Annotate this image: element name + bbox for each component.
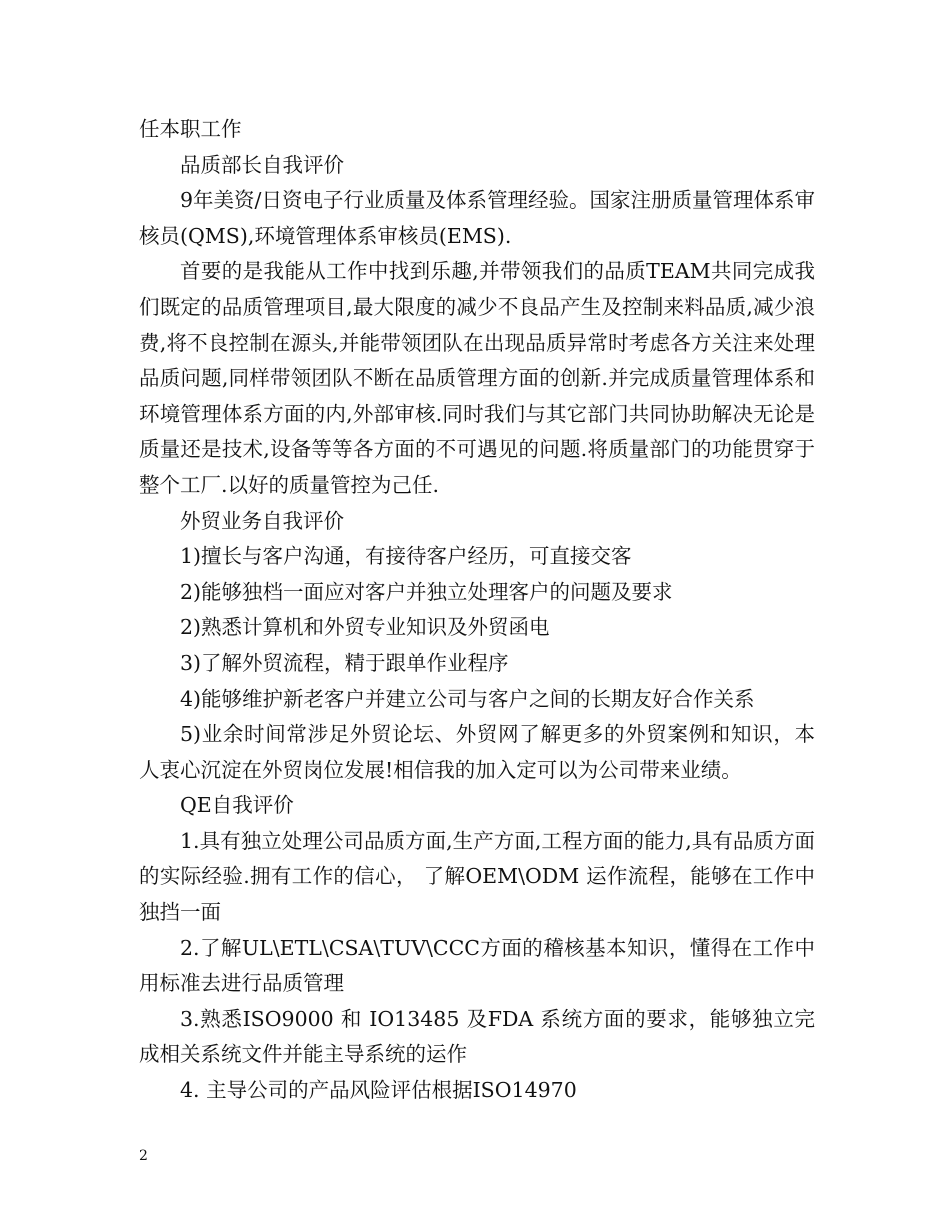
list-item-qe-3: 3.熟悉ISO9000 和 IO13485 及FDA 系统方面的要求，能够独立完成相关系统文件并能主导系统的运作 xyxy=(139,1006,815,1067)
list-item-qe-2: 2.了解UL\ETL\CSA\TUV\CCC方面的稽核基本知识，懂得在工作中用标准去进行品质管理 xyxy=(139,935,815,996)
page-number: 2 xyxy=(139,1148,148,1164)
paragraph-continuation: 任本职工作 xyxy=(139,117,242,141)
heading-foreign-trade-evaluation: 外贸业务自我评价 xyxy=(180,508,344,533)
paragraph-experience: 9年美资/日资电子行业质量及体系管理经验。国家注册质量管理体系审核员(QMS),环境管理体系审核员(EMS). xyxy=(139,188,815,248)
document-body xyxy=(139,112,815,1109)
list-item-qe-4: 4. 主导公司的产品风险评估根据ISO14970 xyxy=(180,1078,577,1103)
list-item-trade-4: 3)了解外贸流程，精于跟单作业程序 xyxy=(180,650,509,675)
heading-qe-evaluation: QE自我评价 xyxy=(180,793,294,818)
list-item-qe-1: 1.具有独立处理公司品质方面,生产方面,工程方面的能力,具有品质方面的实际经验.拥有工作的信心， 了解OEM\ODM 运作流程，能够在工作中独挡一面 xyxy=(139,828,815,925)
list-item-trade-6: 5)业余时间常涉足外贸论坛、外贸网了解更多的外贸案例和知识，本人衷心沉淀在外贸岗位发展!相信我的加入定可以为公司带来业绩。 xyxy=(139,722,815,782)
list-item-trade-3: 2)熟悉计算机和外贸专业知识及外贸函电 xyxy=(180,615,550,640)
list-item-trade-1: 1)擅长与客户沟通，有接待客户经历，可直接交客 xyxy=(180,544,632,569)
list-item-trade-2: 2)能够独档一面应对客户并独立处理客户的问题及要求 xyxy=(180,579,673,604)
list-item-trade-5: 4)能够维护新老客户并建立公司与客户之间的长期友好合作关系 xyxy=(180,686,755,711)
heading-quality-manager-evaluation: 品质部长自我评价 xyxy=(180,152,344,177)
paragraph-quality-management: 首要的是我能从工作中找到乐趣,并带领我们的品质TEAM共同完成我们既定的品质管理项目,最大限度的减少不良品产生及控制来料品质,减少浪费,将不良控制在源头,并能带领团队在出现品质异常时考虑各方关注来处理品质问题,同样带领团队不断在品质管理方面的创新.并完成质量管理体系和环境管理体系方面的内,外部审核.同时我们与其它部门共同协助解决无论是质量还是技术,设备等等各方面的不可遇见的问题.将质量部门的功能贯穿于整个工厂.以好的质量管控为己任. xyxy=(139,259,815,497)
